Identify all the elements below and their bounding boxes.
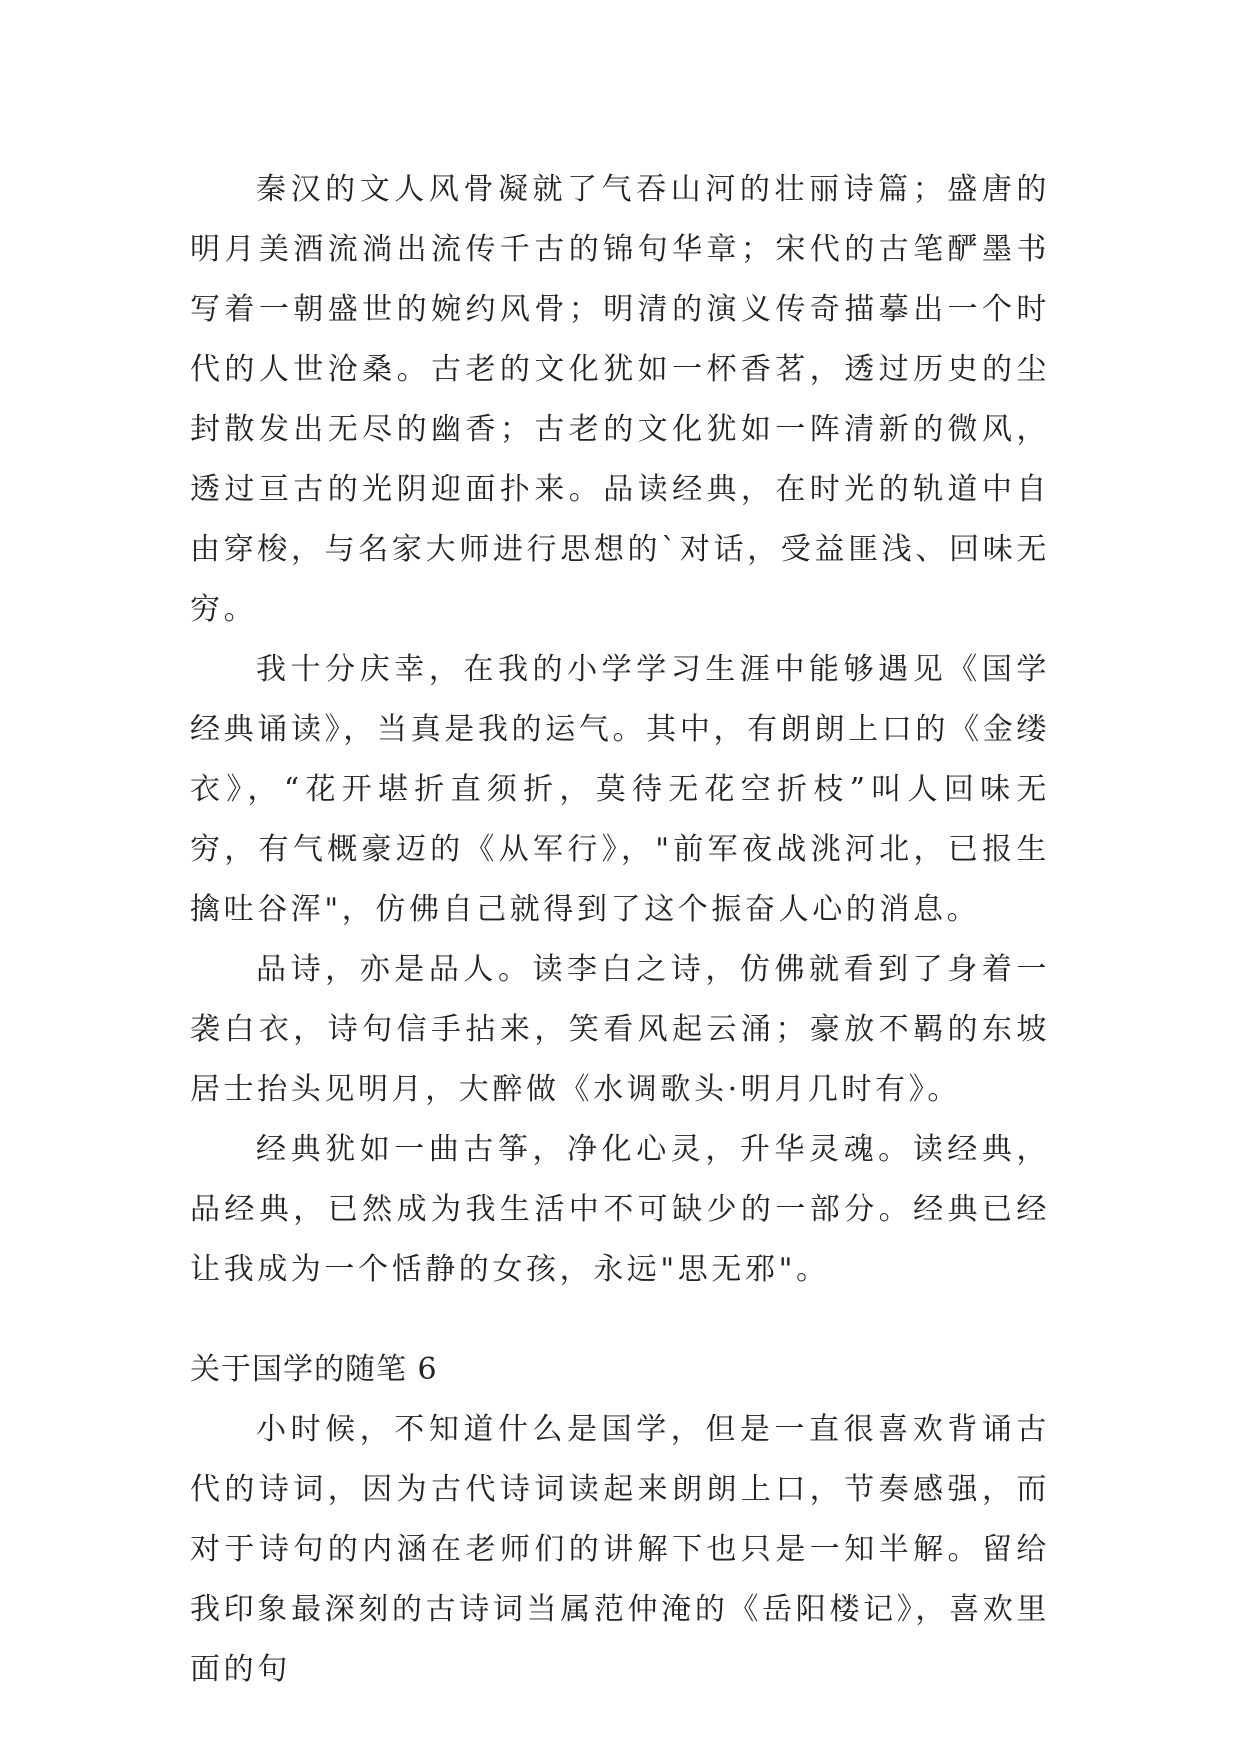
document-body — [190, 160, 1050, 1700]
paragraph-pin-shi: 品诗，亦是品人。读李白之诗，仿佛就看到了身着一袭白衣，诗句信手拈来，笑看风起云涌；豪放不羁的东坡居士抬头见明月，大醉做《水调歌头·明月几时有》。 — [190, 952, 1050, 1107]
section-title: 关于国学的随笔 6 — [190, 1352, 438, 1387]
paragraph-qin-han: 秦汉的文人风骨凝就了气吞山河的壮丽诗篇；盛唐的明月美酒流淌出流传千古的锦句华章；宋代的古笔酽墨书写着一朝盛世的婉约风骨；明清的演义传奇描摹出一个时代的人世沧桑。古老的文化犹如一杯香茗，透过历史的尘封散发出无尽的幽香；古老的文化犹如一阵清新的微风，透过亘古的光阴迎面扑来。品读经典，在时光的轨道中自由穿梭，与名家大师进行思想的`对话，受益匪浅、回味无穷。 — [190, 172, 1050, 627]
paragraph-classics-guzheng: 经典犹如一曲古筝，净化心灵，升华灵魂。读经典，品经典，已然成为我生活中不可缺少的一部分。经典已经让我成为一个恬静的女孩，永远"思无邪"。 — [190, 1132, 1050, 1287]
paragraph-childhood: 小时候，不知道什么是国学，但是一直很喜欢背诵古代的诗词，因为古代诗词读起来朗朗上口，节奏感强，而对于诗句的内涵在老师们的讲解下也只是一知半解。留给我印象最深刻的古诗词当属范仲淹的《岳阳楼记》，喜欢里面的句 — [190, 1412, 1050, 1687]
paragraph-guoxue-reading: 我十分庆幸，在我的小学学习生涯中能够遇见《国学经典诵读》，当真是我的运气。其中，有朗朗上口的《金缕衣》，“花开堪折直须折，莫待无花空折枝”叫人回味无穷，有气概豪迈的《从军行》，"前军夜战洮河北，已报生擒吐谷浑"，仿佛自己就得到了这个振奋人心的消息。 — [190, 652, 1050, 927]
